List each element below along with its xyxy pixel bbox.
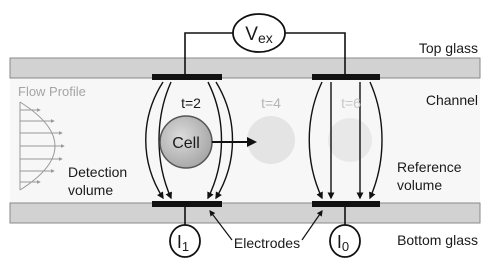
reference-volume-label-line2: volume: [397, 177, 443, 193]
electrodes-label: Electrodes: [233, 235, 301, 251]
ghost-cell-t4: [247, 116, 295, 164]
top-glass-label: Top glass: [418, 40, 478, 56]
channel-label: Channel: [425, 92, 478, 108]
vex-label: Vex: [245, 24, 273, 46]
reference-volume-label-line1: Reference: [397, 159, 462, 175]
bottom-glass: [10, 203, 480, 223]
electrode-top-detection: [152, 74, 222, 80]
electrode-top-reference: [312, 74, 380, 80]
bottom-glass-label: Bottom glass: [397, 232, 478, 248]
time-label-t2: t=2: [181, 95, 201, 111]
i0-label: I0: [336, 232, 350, 254]
detection-volume-label-line2: volume: [68, 182, 114, 198]
flow-profile-label: Flow Profile: [18, 84, 86, 99]
detection-volume-label-line1: Detection: [68, 164, 128, 180]
electrode-bottom-reference: [312, 201, 380, 207]
i1-label: I1: [176, 232, 190, 254]
cell-label: Cell: [172, 135, 200, 152]
top-glass: [10, 58, 480, 78]
time-label-t4: t=4: [261, 95, 281, 111]
time-label-t6: t=6: [341, 95, 361, 111]
ghost-cell-t6: [328, 118, 372, 162]
electrode-bottom-detection: [152, 201, 222, 207]
